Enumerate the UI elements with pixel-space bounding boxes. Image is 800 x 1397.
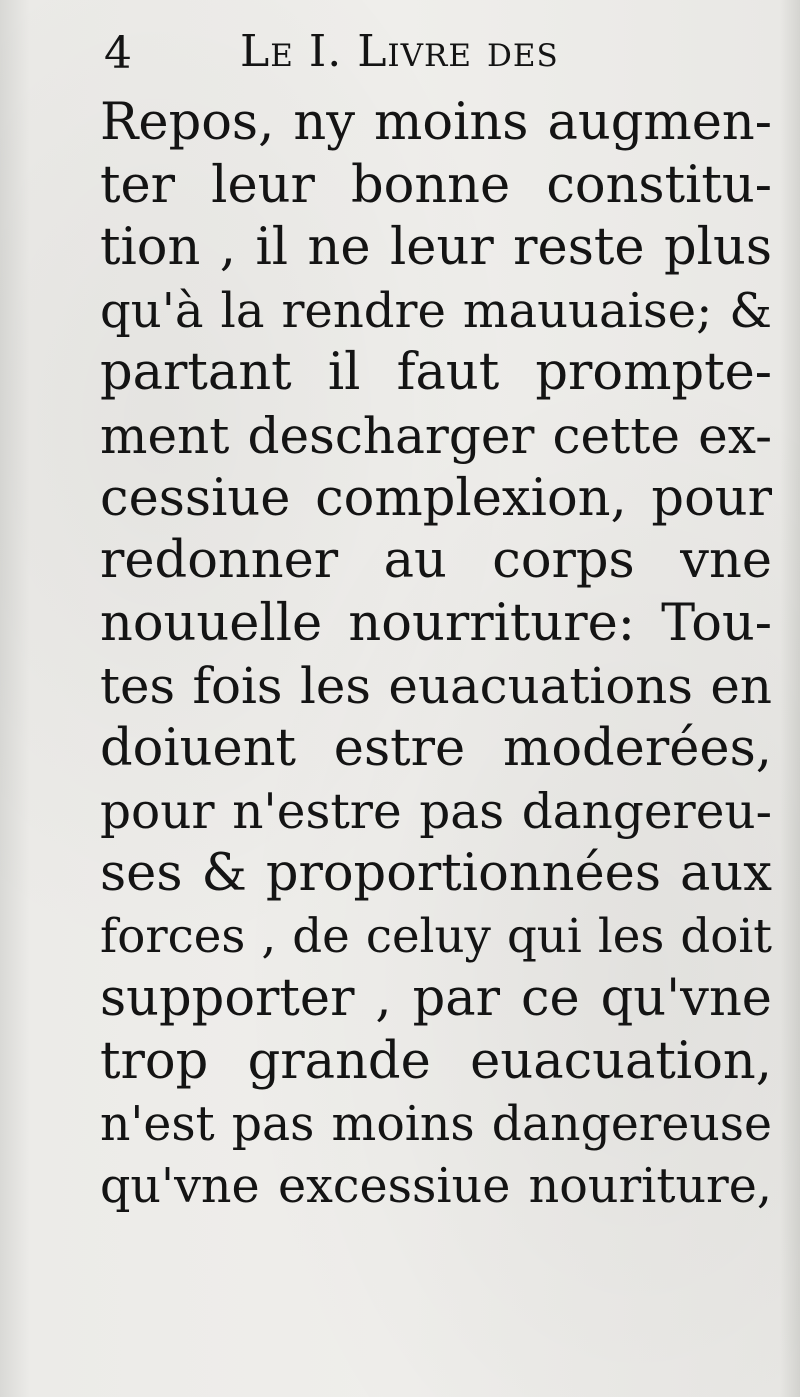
text-line: partant il faut prompte- <box>100 343 772 403</box>
text-line: qu'à la rendre mauuaise; & <box>100 282 772 339</box>
body-text <box>100 92 772 1219</box>
page-number: 4 <box>104 28 132 79</box>
text-line: pour n'estre pas dangereu- <box>100 783 772 840</box>
text-line: tion , il ne leur reste plus <box>100 218 772 278</box>
text-line: trop grande euacuation, <box>100 1031 772 1091</box>
text-line: n'est pas moins dangereuse <box>100 1096 772 1152</box>
text-line: tes fois les euacuations en <box>100 657 772 716</box>
text-line: ses & proportionnées aux <box>100 844 772 904</box>
text-line: ment descharger cette ex- <box>100 406 772 465</box>
text-line: qu'vne excessiue nouriture, <box>100 1159 772 1215</box>
running-title: Le I. Livre des <box>240 26 559 77</box>
page-header <box>100 18 720 88</box>
text-line: supporter , par ce qu'vne <box>100 969 772 1029</box>
text-line: nouuelle nourriture: Tou- <box>100 593 772 653</box>
text-line: forces , de celuy qui les doit <box>100 909 772 964</box>
text-line: Repos, ny moins augmen- <box>100 93 772 152</box>
text-line: doiuent estre moderées, <box>100 718 772 778</box>
text-line: redonner au corps vne <box>100 531 772 591</box>
text-line: cessiue complexion, pour <box>100 468 772 528</box>
text-line: ter leur bonne constitu- <box>100 155 772 215</box>
